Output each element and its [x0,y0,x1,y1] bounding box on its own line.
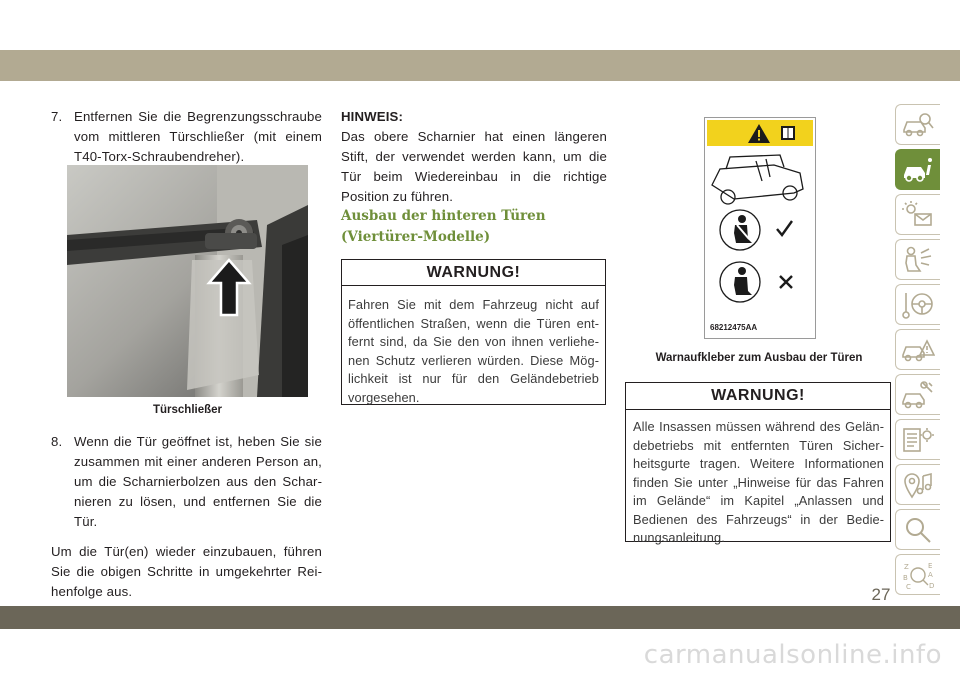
warning-box-1 [341,259,606,405]
left-column-lower [51,432,322,602]
tab-specifications[interactable] [895,419,940,460]
svg-text:D: D [929,581,935,590]
middle-column [341,107,607,207]
tab-multimedia[interactable] [895,464,940,505]
left-column [51,107,322,167]
door-check-photo [67,165,308,397]
tab-search-index[interactable] [895,509,940,550]
watermark: carmanualsonline.info [643,640,942,670]
warning-text: Alle Insassen müssen während des Geländebetriebs mit entfernten Türen Sicherheitsgurte tragen. Weitere Informationen finden Sie unter „Hinweise für das Fahren im Gelände“ im Kapitel „Anlassen und Bedienen des Fahrzeugs“ in der Bedienungsanleitung. [633,419,884,545]
search-index-icon [901,515,935,545]
svg-text:E: E [928,561,933,570]
section-heading-line1: Ausbau der hinteren Türen [341,208,546,224]
reinstall-paragraph: Um die Tür(en) wieder einzubauen, führen Sie die obigen Schritte in umgekehrter Reihenfolge aus. [51,544,322,599]
specifications-gear-icon [901,425,935,455]
top-band [0,50,960,81]
photo-caption: Türschließer [152,404,223,416]
note-text: Das obere Scharnier hat einen längeren Stift, der verwendet werden kann, um die Tür beim Wiedereinbau in die richtige Position zu führen. [341,129,607,204]
car-search-icon [901,110,935,140]
note-heading: HINWEIS: [341,109,404,124]
tab-car-warning[interactable] [895,329,940,370]
section-heading [341,206,607,248]
chapter-tabs [895,104,940,599]
step-text: Entfernen Sie die Begrenzungsschraube vom mittleren Türschließer (mit einem T40-Torx-Schraubendreher). [74,109,322,164]
warning-sticker-image [704,117,816,339]
multimedia-icon [901,470,935,500]
sticker-caption: Warnaufkleber zum Ausbau der Türen [655,352,863,364]
steering-wheel-key-icon [901,290,935,320]
warning-text: Fahren Sie mit dem Fahrzeug nicht auf öffentlichen Straßen, wenn die Türen entfernt sind, da Sie den von ihnen verliehenen Schutz verlieren würden. Diese Möglichkeit ist nur für den Geländebetrieb vorgesehen. [348,297,599,405]
section-heading-line2: (Viertürer-Modelle) [341,229,491,245]
warning-title: WARNUNG! [626,383,890,410]
bottom-band [0,606,960,629]
tab-warning-lights[interactable] [895,194,940,235]
car-info-icon [901,155,935,185]
step-text: Wenn die Tür geöffnet ist, heben Sie sie zusammen mit einer anderen Person an, um die Scharnierbolzen aus den Scharnieren zu lösen, und entfernen Sie die Tür. [74,434,322,529]
tab-car-info[interactable] [895,149,940,190]
tab-car-search[interactable] [895,104,940,145]
tab-language-index[interactable] [895,554,940,595]
step-7 [51,107,322,167]
step-8 [51,432,322,532]
warning-title: WARNUNG! [342,260,605,286]
car-warning-icon [901,335,935,365]
airbag-seat-icon [901,245,935,275]
warning-box-2 [625,382,891,545]
step-number: 8. [51,434,63,449]
door-check-image [67,165,308,397]
warning-lights-message-icon [901,200,935,230]
svg-text:A: A [928,570,933,579]
language-index-icon [901,560,935,590]
page-number: 27 [871,585,891,604]
tab-car-wrench[interactable] [895,374,940,415]
car-wrench-icon [901,380,935,410]
svg-text:C: C [906,582,911,590]
tab-steering-key[interactable] [895,284,940,325]
tab-airbag-seat[interactable] [895,239,940,280]
sticker-code: 68212475AA [710,323,758,332]
step-number: 7. [51,109,63,124]
warning-sticker [704,117,816,339]
svg-text:Z: Z [904,562,909,571]
svg-text:B: B [903,573,908,582]
